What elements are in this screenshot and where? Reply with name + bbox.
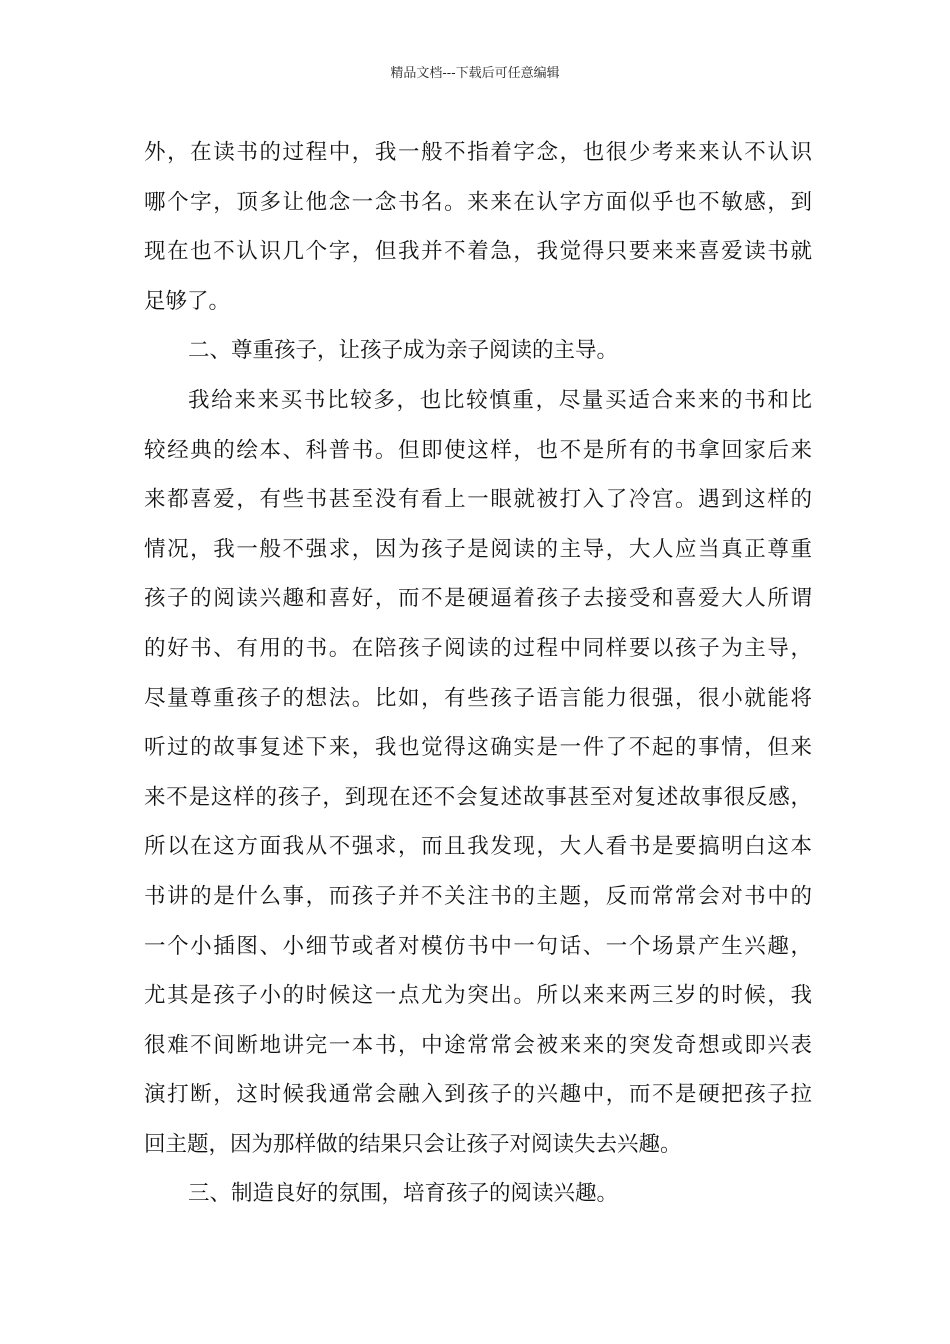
text-line: 一个小插图、小细节或者对模仿书中一句话、一个场景产生兴趣，	[144, 933, 812, 959]
text-line: 较经典的绘本、科普书。但即使这样，也不是所有的书拿回家后来	[144, 437, 812, 463]
text-line: 足够了。	[144, 288, 231, 314]
text-line: 哪个字，顶多让他念一念书名。来来在认字方面似乎也不敏感，到	[144, 189, 812, 215]
text-line: 听过的故事复述下来，我也觉得这确实是一件了不起的事情，但来	[144, 735, 812, 761]
section-heading: 三、制造良好的氛围，培育孩子的阅读兴趣。	[188, 1181, 619, 1207]
text-line: 演打断，这时候我通常会融入到孩子的兴趣中，而不是硬把孩子拉	[144, 1082, 812, 1108]
page-header: 精品文档---下载后可任意编辑	[390, 66, 560, 81]
text-line: 的好书、有用的书。在陪孩子阅读的过程中同样要以孩子为主导，	[144, 635, 812, 661]
text-line: 情况，我一般不强求，因为孩子是阅读的主导，大人应当真正尊重	[144, 536, 812, 562]
text-line: 回主题，因为那样做的结果只会让孩子对阅读失去兴趣。	[144, 1131, 682, 1157]
text-line: 书讲的是什么事，而孩子并不关注书的主题，反而常常会对书中的	[144, 883, 812, 909]
text-line: 很难不间断地讲完一本书，中途常常会被来来的突发奇想或即兴表	[144, 1032, 812, 1058]
section-heading: 二、尊重孩子，让孩子成为亲子阅读的主导。	[188, 338, 619, 364]
text-line: 尤其是孩子小的时候这一点尤为突出。所以来来两三岁的时候，我	[144, 983, 812, 1009]
text-line: 我给来来买书比较多，也比较慎重，尽量买适合来来的书和比	[188, 387, 812, 413]
text-line: 来不是这样的孩子，到现在还不会复述故事甚至对复述故事很反感，	[144, 784, 812, 810]
text-line: 来都喜爱，有些书甚至没有看上一眼就被打入了冷宫。遇到这样的	[144, 487, 812, 513]
body-text	[144, 128, 812, 1219]
text-line: 外，在读书的过程中，我一般不指着字念，也很少考来来认不认识	[144, 140, 812, 165]
text-line: 现在也不认识几个字，但我并不着急，我觉得只要来来喜爱读书就	[144, 239, 812, 265]
text-line: 所以在这方面我从不强求，而且我发现，大人看书是要搞明白这本	[144, 834, 812, 860]
text-line: 孩子的阅读兴趣和喜好，而不是硬逼着孩子去接受和喜爱大人所谓	[144, 586, 812, 612]
text-line: 尽量尊重孩子的想法。比如，有些孩子语言能力很强，很小就能将	[144, 685, 812, 711]
